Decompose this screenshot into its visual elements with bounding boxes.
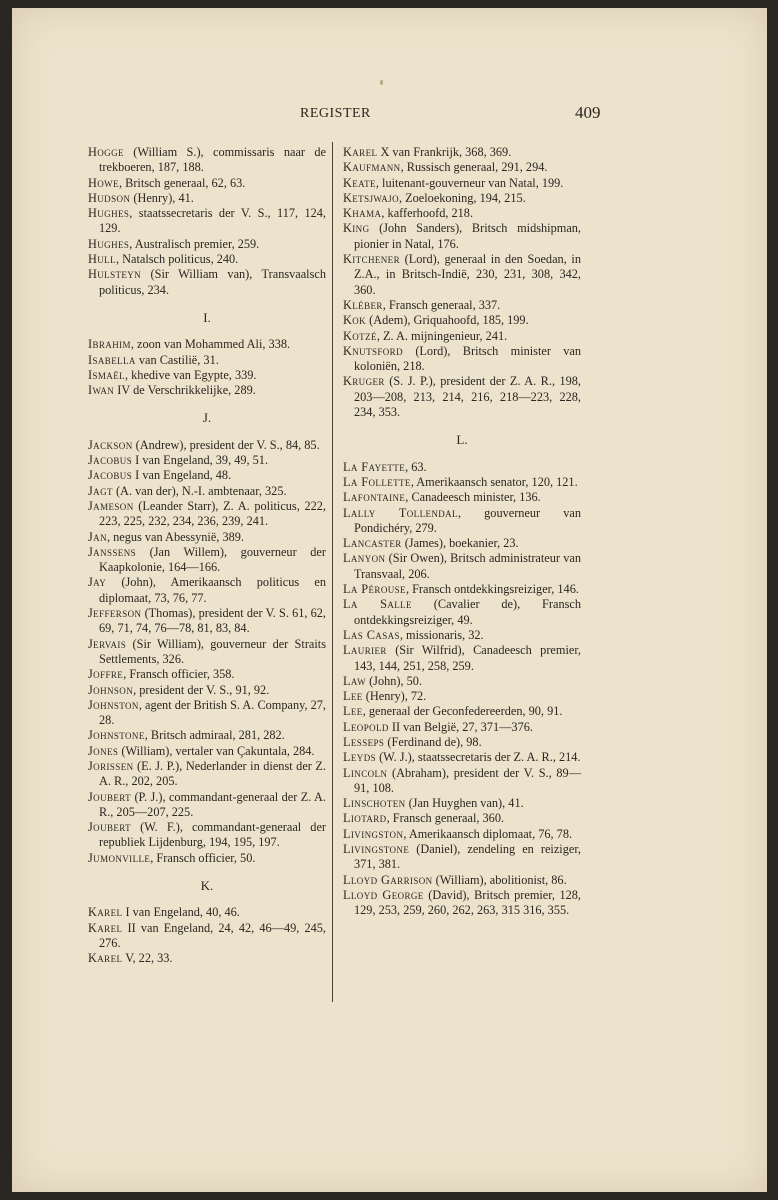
entry-detail: I van Engeland, 48. [132, 468, 232, 483]
entry-detail: (William), abolitionist, 86. [432, 872, 567, 887]
entry-detail: V, 22, 33. [122, 951, 173, 966]
entry-name: Jones [88, 743, 119, 758]
index-entry [343, 720, 581, 735]
entry-detail: , missionaris, 32. [399, 627, 484, 642]
entry-name: Khama [343, 206, 382, 221]
entry-name: La Salle [343, 597, 412, 612]
index-entry [343, 145, 581, 160]
entry-detail: , khedive van Egypte, 339. [125, 367, 257, 382]
entry-detail: , Fransch officier, 50. [150, 850, 256, 865]
entry-detail: (Sir William van), Transvaalsch politicus, 234. [99, 267, 326, 297]
index-entry [343, 796, 581, 811]
entry-detail: , Fransch generaal, 360. [386, 811, 505, 826]
entry-detail: , luitenant-gouverneur van Natal, 199. [375, 175, 564, 190]
index-entry [88, 206, 326, 237]
entry-name: Leopold [343, 719, 389, 734]
index-entry [343, 750, 581, 765]
page-number: 409 [575, 103, 601, 122]
index-entry [88, 744, 326, 759]
entry-name: Karel [88, 905, 123, 920]
entry-name: Jameson [88, 498, 134, 513]
index-entry [88, 383, 326, 398]
entry-detail: (P. J.), commandant-generaal der Z. A. R., 205—207, 225. [99, 789, 326, 819]
index-entry [343, 888, 581, 919]
entry-detail: , negus van Abessynië, 389. [107, 529, 244, 544]
entry-name: Livingston [343, 826, 404, 841]
index-entry [343, 674, 581, 689]
entry-name: Lesseps [343, 734, 385, 749]
entry-name: Hulsteyn [88, 267, 142, 282]
entry-detail: (Cavalier de), Fransch ontdekkingsreiziger, 49. [354, 597, 581, 627]
entry-detail: , kafferhoofd, 218. [381, 206, 474, 221]
index-entry [343, 176, 581, 191]
entry-name: Law [343, 673, 366, 688]
index-entry [343, 827, 581, 842]
index-entry [343, 536, 581, 551]
entry-detail: I van Engeland, 40, 46. [122, 905, 240, 920]
entry-name: Las Casas [343, 627, 400, 642]
entry-detail: (Jan Huyghen van), 41. [405, 796, 524, 811]
index-entry [88, 530, 326, 545]
entry-name: Knutsford [343, 343, 403, 358]
entry-name: Kruger [343, 374, 385, 389]
entry-detail: I van Engeland, 39, 49, 51. [132, 453, 269, 468]
entry-name: La Follette [343, 474, 411, 489]
entry-detail: , Russisch generaal, 291, 294. [400, 160, 548, 175]
index-entry [88, 337, 326, 352]
page-title: REGISTER [300, 106, 371, 121]
entry-name: Kok [343, 313, 367, 328]
entry-detail: IV de Verschrikkelijke, 289. [114, 383, 256, 398]
entry-detail: (Lord), Britsch minister van koloniën, 218. [354, 343, 581, 374]
entry-detail: , staatssecretaris der V. S., 117, 124, 129. [99, 206, 326, 236]
entry-detail: , gouverneur van Pondichéry, 279. [354, 505, 581, 535]
index-entry [343, 628, 581, 643]
entry-name: Lee [343, 689, 363, 704]
index-entry [88, 820, 326, 851]
section-letter-heading: I. [203, 309, 211, 325]
entry-detail: , Fransch ontdekkingsreiziger, 146. [405, 582, 579, 597]
entry-detail: (Lord), generaal in den Soedan, in Z.A., in Britsch-Indië, 230, 231, 308, 342, 360. [354, 252, 581, 297]
entry-detail: II van Engeland, 24, 42, 46—49, 245, 276. [99, 920, 326, 950]
index-entry [88, 545, 326, 576]
entry-name: Joubert [88, 789, 132, 804]
entry-name: Joubert [88, 820, 132, 835]
column-divider [332, 142, 333, 1002]
entry-detail: van Castilië, 31. [135, 352, 219, 367]
entry-name: Kotzé [343, 328, 377, 343]
index-entry [343, 298, 581, 313]
entry-detail: (James), boekanier, 23. [401, 536, 519, 551]
book-page [12, 8, 767, 1192]
entry-name: King [343, 221, 370, 236]
index-column-left [88, 145, 326, 967]
entry-name: Jagt [88, 483, 113, 498]
entry-name: Karel [88, 920, 123, 935]
entry-name: Hughes [88, 206, 130, 221]
index-entry [88, 790, 326, 821]
entry-detail: , 63. [405, 459, 427, 474]
entry-name: Kléber [343, 297, 383, 312]
index-entry [88, 905, 326, 920]
index-entry [88, 267, 326, 298]
entry-name: Lancaster [343, 536, 402, 551]
index-entry [88, 453, 326, 468]
entry-detail: , agent der British S. A. Company, 27, 28. [99, 697, 326, 728]
index-entry [88, 468, 326, 483]
index-entry [88, 484, 326, 499]
entry-name: Ibrahim [88, 337, 131, 352]
entry-name: Lincoln [343, 765, 388, 780]
entry-detail: (William), vertaler van Çakuntala, 284. [118, 743, 315, 758]
entry-name: Jefferson [88, 606, 142, 621]
index-entry [88, 368, 326, 383]
entry-detail: (S. J. P.), president der Z. A. R., 198, 203—208, 213, 214, 216, 218—223, 228, 234, 353. [354, 374, 581, 420]
entry-name: Karel [88, 951, 123, 966]
index-entry [88, 237, 326, 252]
page-speck [380, 80, 383, 85]
entry-detail: (Abraham), president der V. S., 89—91, 108. [354, 765, 581, 795]
entry-name: Iwan [88, 383, 115, 398]
entry-detail: , Britsch generaal, 62, 63. [118, 175, 246, 190]
index-entry [88, 252, 326, 267]
entry-name: Hudson [88, 190, 131, 205]
index-entry [343, 329, 581, 344]
entry-detail: (A. van der), N.-I. ambtenaar, 325. [112, 483, 287, 498]
index-entry [88, 728, 326, 743]
index-entry [88, 667, 326, 682]
entry-detail: (Ferdinand de), 98. [384, 734, 482, 749]
entry-name: Laurier [343, 643, 387, 658]
index-entry [88, 145, 326, 176]
entry-detail: (Henry), 72. [362, 689, 427, 704]
entry-detail: (Thomas), president der V. S. 61, 62, 69, 71, 74, 76—78, 81, 83, 84. [99, 606, 326, 636]
index-entry [343, 221, 581, 252]
entry-name: La Pérouse [343, 582, 406, 597]
entry-name: Lloyd Garrison [343, 872, 433, 887]
entry-detail: , Amerikaansch diplomaat, 76, 78. [403, 826, 573, 841]
index-entry [343, 689, 581, 704]
index-entry [343, 704, 581, 719]
index-entry [343, 460, 581, 475]
entry-name: Hull [88, 252, 116, 267]
entry-detail: (Sir Wilfrid), Canadeesch premier, 143, 144, 251, 258, 259. [354, 643, 581, 673]
entry-detail: , Australisch premier, 259. [129, 236, 260, 251]
index-entry [343, 506, 581, 537]
index-entry [343, 313, 581, 328]
index-entry [88, 759, 326, 790]
index-entry [343, 490, 581, 505]
section-letter-heading: J. [202, 410, 212, 426]
entry-name: Karel [343, 145, 378, 159]
entry-name: Jumonville [88, 850, 151, 865]
index-entry [88, 191, 326, 206]
entry-detail: (Daniel), zendeling en reiziger, 371, 381. [354, 842, 581, 872]
entry-name: Livingstone [343, 842, 410, 857]
entry-name: Hogge [88, 145, 124, 159]
entry-detail: (W. J.), staatssecretaris der Z. A. R., 214. [376, 750, 581, 765]
index-entry [343, 252, 581, 298]
entry-name: Liotard [343, 811, 387, 826]
section-letter-heading: L. [456, 432, 468, 448]
index-entry [88, 921, 326, 952]
entry-name: Jorissen [88, 758, 134, 773]
entry-detail: , Britsch admiraal, 281, 282. [144, 728, 285, 743]
entry-detail: (Sir William), gouverneur der Straits Settlements, 326. [99, 636, 326, 666]
entry-detail: , Fransch generaal, 337. [382, 297, 501, 312]
entry-name: Joffre [88, 667, 124, 682]
entry-detail: , Z. A. mijningenieur, 241. [376, 328, 508, 343]
entry-name: Hughes [88, 236, 130, 251]
index-entry [88, 499, 326, 530]
index-entry [343, 551, 581, 582]
entry-detail: , president der V. S., 91, 92. [133, 682, 270, 697]
entry-name: Jervais [88, 636, 127, 651]
entry-name: Lally Tollendal [343, 505, 458, 520]
section-letter-heading: K. [200, 878, 214, 894]
entry-name: Isabella [88, 352, 136, 367]
index-entry [343, 475, 581, 490]
index-entry [343, 873, 581, 888]
index-entry [88, 353, 326, 368]
entry-detail: , Amerikaansch senator, 120, 121. [410, 474, 578, 489]
entry-detail: , Fransch officier, 358. [123, 667, 235, 682]
entry-detail: (John), 50. [366, 673, 423, 688]
entry-name: Lafontaine [343, 490, 406, 505]
index-entry [88, 606, 326, 637]
index-entry [88, 176, 326, 191]
entry-name: Johnson [88, 682, 134, 697]
entry-detail: (David), Britsch premier, 128, 129, 253, 259, 260, 262, 263, 315 316, 355. [354, 887, 581, 918]
entry-detail: II van België, 27, 371—376. [388, 719, 533, 734]
index-entry [343, 191, 581, 206]
index-entry [343, 766, 581, 797]
entry-name: La Fayette [343, 459, 406, 474]
entry-name: Ketsjwajo [343, 190, 399, 205]
entry-detail: (Sir Owen), Britsch administrateur van Transvaal, 206. [354, 551, 581, 581]
index-entry [343, 735, 581, 750]
index-entry [88, 575, 326, 606]
index-entry [88, 851, 326, 866]
index-entry [343, 344, 581, 375]
index-entry [88, 698, 326, 729]
entry-name: Johnstone [88, 728, 145, 743]
index-entry [88, 683, 326, 698]
entry-name: Lloyd George [343, 887, 424, 902]
entry-name: Leyds [343, 750, 377, 765]
entry-name: Jackson [88, 437, 133, 452]
entry-detail: (John), Amerikaansch politicus en diplomaat, 73, 76, 77. [99, 575, 326, 605]
index-entry [88, 438, 326, 453]
entry-name: Kitchener [343, 252, 400, 267]
entry-detail: (W. F.), commandant-generaal der republiek Lijdenburg, 194, 195, 197. [99, 820, 326, 850]
entry-name: Jacobus [88, 468, 133, 483]
index-entry [343, 597, 581, 628]
entry-name: Johnston [88, 697, 139, 712]
index-entry [343, 643, 581, 674]
index-entry [343, 374, 581, 420]
index-entry [343, 582, 581, 597]
entry-detail: (Jan Willem), gouverneur der Kaapkolonie, 164—166. [99, 544, 326, 575]
index-entry [88, 951, 326, 966]
entry-detail: , Canadeesch minister, 136. [405, 490, 541, 505]
entry-detail: , zoon van Mohammed Ali, 338. [130, 337, 291, 352]
entry-name: Lanyon [343, 551, 386, 566]
index-column-right [343, 145, 581, 919]
entry-name: Janssens [88, 544, 136, 559]
entry-detail: (Henry), 41. [130, 190, 194, 205]
entry-name: Ismaël [88, 367, 125, 382]
index-entry [343, 811, 581, 826]
entry-detail: (Adem), Griquahoofd, 185, 199. [366, 313, 529, 328]
running-head [12, 104, 767, 126]
entry-name: Lee [343, 704, 363, 719]
entry-name: Jan [88, 529, 107, 544]
entry-name: Kaufmann [343, 160, 401, 175]
entry-detail: (William S.), commissaris naar de trekboeren, 187, 188. [99, 145, 326, 175]
entry-detail: (E. J. P.), Nederlander in dienst der Z. A. R., 202, 205. [99, 758, 326, 789]
index-entry [343, 206, 581, 221]
entry-name: Keate [343, 175, 376, 190]
entry-detail: X van Frankrijk, 368, 369. [377, 145, 512, 159]
entry-detail: (Leander Starr), Z. A. politicus, 222, 223, 225, 232, 234, 236, 239, 241. [99, 498, 326, 529]
entry-name: Linschoten [343, 796, 406, 811]
entry-detail: (Andrew), president der V. S., 84, 85. [132, 437, 320, 452]
entry-name: Jacobus [88, 453, 133, 468]
index-entry [88, 637, 326, 668]
entry-name: Jay [88, 575, 107, 590]
entry-detail: , Natalsch politicus, 240. [115, 252, 239, 267]
entry-detail: (John Sanders), Britsch midshipman, pionier in Natal, 176. [354, 221, 581, 251]
entry-name: Howe [88, 175, 119, 190]
entry-detail: , generaal der Geconfedereerden, 90, 91. [362, 704, 563, 719]
entry-detail: , Zoeloekoning, 194, 215. [398, 190, 526, 205]
index-entry [343, 842, 581, 873]
index-entry [343, 160, 581, 175]
